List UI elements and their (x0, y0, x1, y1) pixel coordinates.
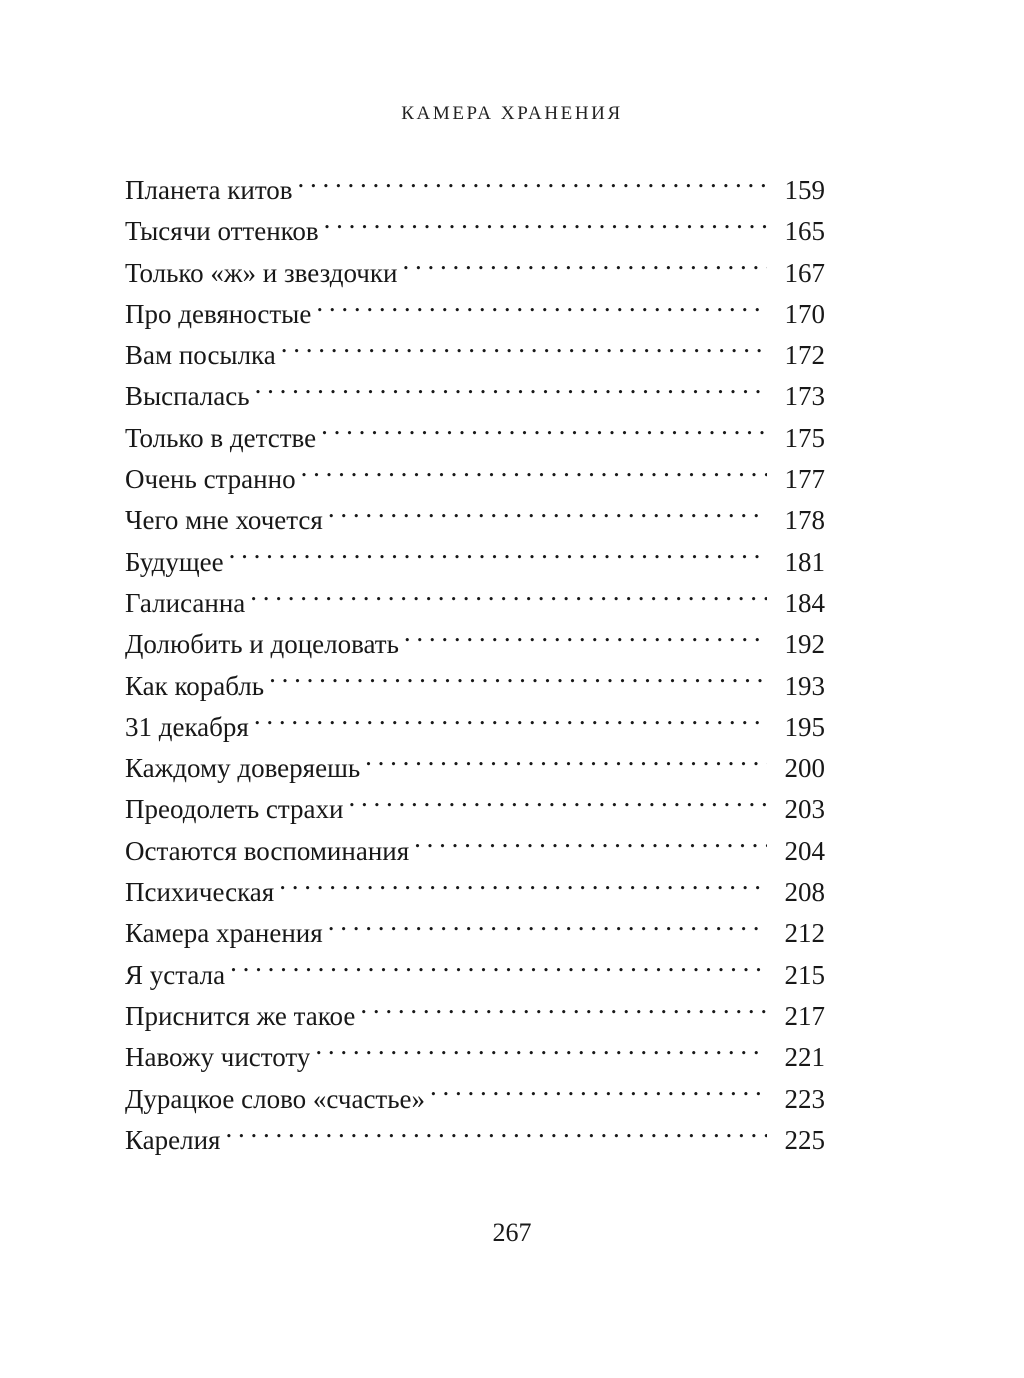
toc-dot-leader (348, 791, 767, 818)
toc-entry-page-number: 170 (784, 298, 825, 329)
toc-entry-title: Вам посылка (125, 340, 276, 371)
toc-entry-title: 31 декабря (125, 711, 249, 742)
toc-entry[interactable] (125, 996, 825, 1037)
toc-entry-title: Психическая (125, 877, 275, 908)
toc-entry-page-number: 192 (784, 629, 825, 660)
toc-dot-leader (328, 502, 767, 529)
toc-dot-leader (254, 709, 767, 736)
toc-entry[interactable] (125, 748, 825, 789)
toc-entry-page-number: 159 (784, 175, 825, 205)
toc-entry-title: Преодолеть страхи (125, 794, 344, 825)
toc-entry-title: Камера хранения (125, 918, 323, 949)
toc-dot-leader (225, 1122, 767, 1149)
toc-entry-title: Каждому доверяешь (125, 753, 361, 784)
running-head: КАМЕРА ХРАНЕНИЯ (401, 103, 623, 124)
toc-entry-page-number: 221 (784, 1042, 825, 1073)
toc-dot-leader (250, 585, 767, 612)
toc-entry-title: Тысячи оттенков (125, 216, 319, 247)
toc-entry-title: Только в детстве (125, 422, 317, 453)
toc-dot-leader (402, 255, 767, 282)
toc-entry[interactable] (125, 418, 825, 459)
toc-dot-leader (328, 915, 767, 942)
toc-entry-title: Приснится же такое (125, 1000, 356, 1031)
toc-entry[interactable] (125, 872, 825, 913)
toc-entry[interactable] (125, 1120, 825, 1161)
toc-entry-page-number: 225 (784, 1124, 825, 1155)
toc-entry[interactable] (125, 253, 825, 294)
toc-entry-page-number: 208 (784, 877, 825, 908)
toc-entry-title: Про девяностые (125, 298, 312, 329)
toc-entry-page-number: 165 (784, 216, 825, 247)
toc-entry-page-number: 217 (784, 1000, 825, 1031)
table-of-contents (125, 170, 825, 1161)
toc-dot-leader (281, 337, 767, 364)
toc-entry[interactable] (125, 500, 825, 541)
toc-entry-page-number: 167 (784, 257, 825, 288)
toc-entry[interactable] (125, 459, 825, 500)
toc-entry-page-number: 178 (784, 505, 825, 536)
toc-entry[interactable] (125, 376, 825, 417)
toc-entry-title: Как корабль (125, 670, 265, 701)
toc-entry[interactable] (125, 955, 825, 996)
toc-entry-page-number: 215 (784, 959, 825, 990)
toc-dot-leader (269, 668, 767, 695)
toc-entry[interactable] (125, 707, 825, 748)
toc-dot-leader (229, 544, 767, 571)
toc-dot-leader (360, 998, 767, 1025)
toc-dot-leader (414, 833, 767, 860)
toc-dot-leader (255, 378, 767, 405)
toc-entry[interactable] (125, 583, 825, 624)
toc-dot-leader (324, 213, 767, 240)
toc-entry-page-number: 184 (784, 587, 825, 618)
toc-entry[interactable] (125, 1037, 825, 1078)
page-number-folio: 267 (492, 1218, 532, 1247)
toc-entry-page-number: 223 (784, 1083, 825, 1114)
toc-entry-page-number: 181 (784, 546, 825, 577)
toc-entry[interactable] (125, 542, 825, 583)
toc-entry-page-number: 203 (784, 794, 825, 825)
toc-entry-title: Дурацкое слово «счастье» (125, 1083, 426, 1114)
toc-entry-page-number: 195 (784, 711, 825, 742)
toc-dot-leader (298, 172, 767, 199)
toc-entry-page-number: 177 (784, 464, 825, 495)
toc-entry-title: Остаются воспоминания (125, 835, 410, 866)
toc-entry-title: Долюбить и доцеловать (125, 629, 399, 660)
toc-dot-leader (315, 1039, 767, 1066)
toc-entry[interactable] (125, 666, 825, 707)
toc-dot-leader (316, 296, 767, 323)
toc-dot-leader (301, 461, 767, 488)
toc-entry-page-number: 193 (784, 670, 825, 701)
toc-entry-title: Только «ж» и звездочки (125, 257, 398, 288)
toc-entry-page-number: 173 (784, 381, 825, 412)
toc-entry-title: Будущее (125, 546, 224, 577)
toc-entry[interactable] (125, 624, 825, 665)
toc-entry-title: Карелия (125, 1124, 221, 1155)
toc-entry-page-number: 200 (784, 753, 825, 784)
toc-dot-leader (404, 626, 767, 653)
toc-entry-page-number: 172 (784, 340, 825, 371)
toc-entry-title: Навожу чистоту (125, 1042, 311, 1073)
toc-entry-page-number: 212 (784, 918, 825, 949)
toc-dot-leader (279, 874, 767, 901)
toc-entry[interactable] (125, 294, 825, 335)
toc-entry-title: Галисанна (125, 587, 246, 618)
toc-entry-title: Очень странно (125, 464, 296, 495)
toc-entry[interactable] (125, 1079, 825, 1120)
toc-entry-title: Планета китов (125, 175, 293, 205)
toc-entry[interactable] (125, 170, 825, 211)
toc-entry-page-number: 204 (784, 835, 825, 866)
toc-entry-title: Выспалась (125, 381, 250, 412)
toc-dot-leader (321, 420, 767, 447)
toc-dot-leader (365, 750, 767, 777)
toc-entry[interactable] (125, 831, 825, 872)
toc-entry[interactable] (125, 789, 825, 830)
toc-entry[interactable] (125, 211, 825, 252)
toc-entry[interactable] (125, 913, 825, 954)
toc-dot-leader (230, 957, 767, 984)
toc-dot-leader (430, 1081, 767, 1108)
toc-entry[interactable] (125, 335, 825, 376)
toc-entry-title: Я устала (125, 959, 226, 990)
toc-entry-page-number: 175 (784, 422, 825, 453)
toc-entry-title: Чего мне хочется (125, 505, 323, 536)
